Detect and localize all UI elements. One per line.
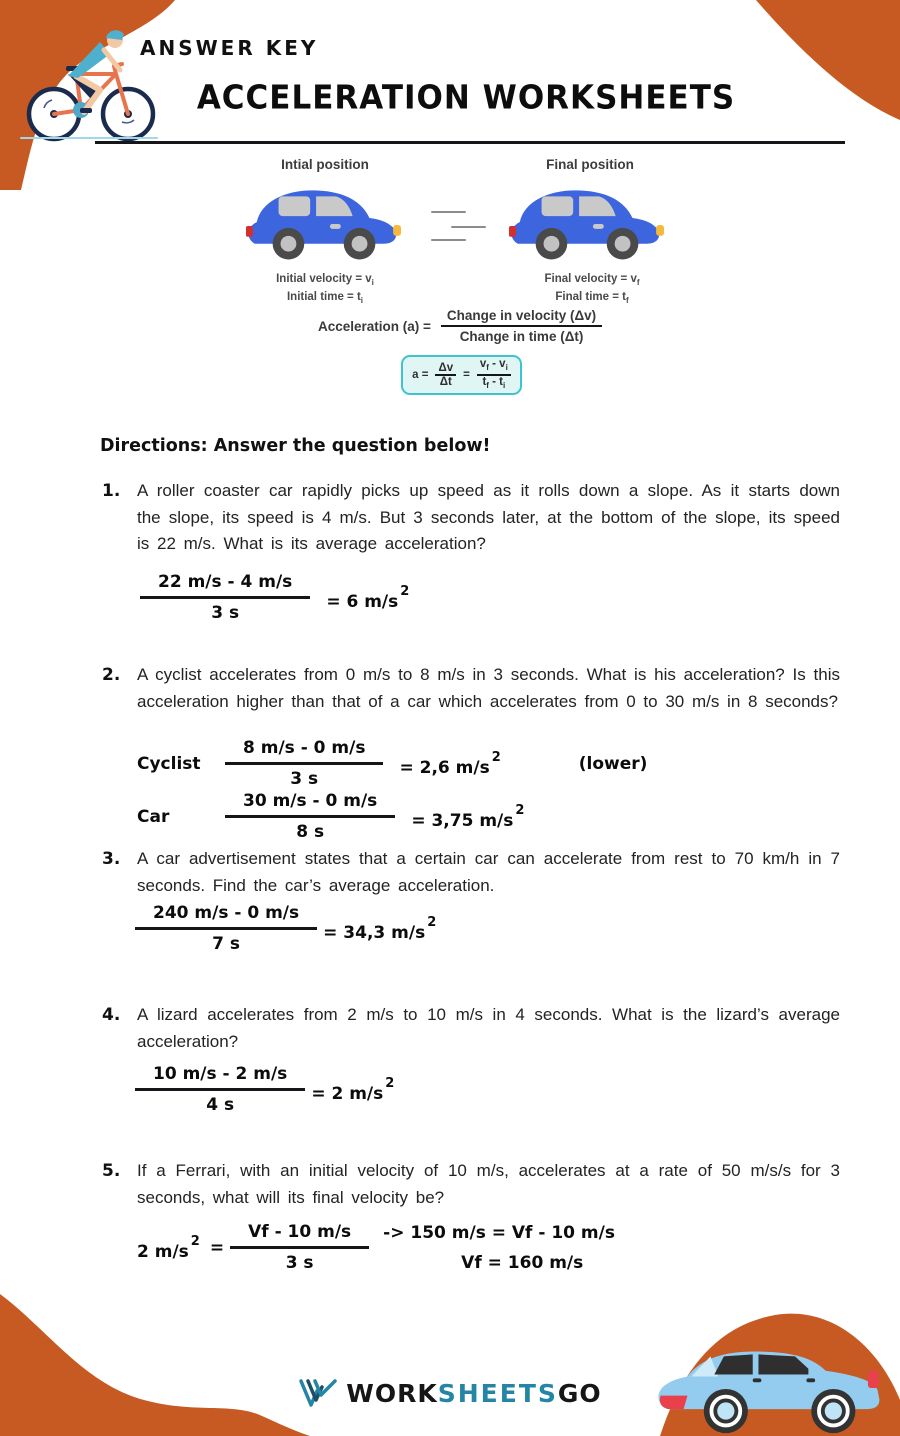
question-5-number: 5.	[102, 1161, 121, 1181]
formula-frac2-num	[477, 358, 511, 374]
answer-2-cyclist-label: Cyclist	[137, 753, 201, 774]
answer-5-equals: =	[209, 1237, 225, 1258]
answer-2-cyclist-fraction	[225, 738, 383, 789]
answer-3	[135, 903, 436, 954]
bike-ground-line	[20, 137, 158, 139]
tf-term: t	[482, 375, 487, 388]
answer-1-fraction	[140, 572, 310, 623]
answer-5-final: Vf = 160 m/s	[461, 1252, 584, 1273]
answer-2-car-exponent: 2	[515, 802, 525, 818]
answer-4-exponent: 2	[385, 1075, 395, 1091]
acceleration-eq-lhs: Acceleration (a) =	[318, 318, 431, 334]
vi-term: - v	[488, 358, 506, 371]
question-3-text: A car advertisement states that a certain car can accelerate from rest to 70 km/h in 7 seconds. Find the car’s average acceleration.	[137, 849, 840, 895]
logo-w-icon	[298, 1378, 338, 1408]
answer-key-label: ANSWER KEY	[140, 36, 319, 60]
answer-1-result	[326, 584, 409, 612]
formula-box	[401, 355, 522, 395]
answer-2-car-numerator: 30 m/s - 0 m/s	[243, 791, 378, 811]
acceleration-definition	[318, 306, 602, 346]
answer-5-denominator: 3 s	[285, 1253, 314, 1273]
worksheetsgo-logo	[0, 1378, 900, 1408]
final-position-label: Final position	[546, 157, 634, 172]
question-4-text: A lizard accelerates from 2 m/s to 10 m/s in 4 seconds. What is the lizard’s average acceleration?	[137, 1005, 840, 1051]
motion-line	[431, 211, 466, 213]
ti-sub: i	[503, 380, 506, 390]
acceleration-eq-numerator: Change in velocity (Δv)	[446, 308, 597, 323]
header-divider	[95, 141, 845, 144]
answer-2-cyclist-exponent: 2	[491, 749, 501, 765]
formula-frac-dv-dt	[435, 362, 456, 388]
answer-3-fraction	[135, 903, 317, 954]
answer-4-fraction	[135, 1064, 305, 1115]
question-2-number: 2.	[102, 665, 121, 685]
vi-sub: i	[505, 363, 508, 373]
logo-text-go: GO	[557, 1378, 602, 1408]
formula-frac1-den: Δt	[439, 375, 452, 388]
answer-3-result	[323, 915, 436, 943]
final-car-icon	[508, 178, 666, 264]
answer-2-car-result	[411, 803, 524, 831]
motion-line	[451, 226, 486, 228]
answer-5-lhs	[137, 1234, 200, 1262]
answer-2-cyclist-result	[399, 750, 500, 778]
logo-text-work: WORK	[346, 1378, 438, 1408]
answer-4-result	[311, 1076, 394, 1104]
formula-frac1-num: Δv	[438, 362, 454, 375]
vf-term: v	[479, 358, 487, 371]
answer-1-exponent: 2	[400, 583, 410, 599]
initial-car-caption	[225, 272, 425, 308]
ti-term: - t	[488, 375, 504, 388]
answer-2-car-label: Car	[137, 806, 170, 827]
answer-1	[140, 572, 409, 623]
answer-4	[135, 1064, 394, 1115]
initial-car-icon	[245, 178, 403, 264]
final-time-label: Final time = t	[555, 291, 626, 303]
answer-4-numerator: 10 m/s - 2 m/s	[153, 1064, 288, 1084]
answer-4-result-text: = 2 m/s	[311, 1083, 384, 1104]
page-title: ACCELERATION WORKSHEETS	[196, 79, 736, 117]
answer-2-cyclist-result-text: = 2,6 m/s	[399, 757, 490, 778]
answer-2-cyclist	[137, 738, 647, 789]
formula-frac2-den	[479, 376, 508, 392]
question-4-number: 4.	[102, 1005, 121, 1025]
vf-sub: f	[486, 363, 489, 373]
initial-time-label: Initial time = t	[286, 291, 361, 303]
motion-line	[431, 239, 466, 241]
question-3-number: 3.	[102, 849, 121, 869]
answer-5-steps	[383, 1223, 615, 1273]
answer-2-cyclist-numerator: 8 m/s - 0 m/s	[243, 738, 366, 758]
logo-text	[346, 1379, 601, 1408]
answer-5-fraction	[230, 1222, 369, 1273]
answer-4-denominator: 4 s	[206, 1095, 235, 1115]
answer-5-step-1: -> 150 m/s = Vf - 10 m/s	[383, 1222, 615, 1243]
question-2-text: A cyclist accelerates from 0 m/s to 8 m/s in 3 seconds. What is his acceleration? Is this acceleration higher than that of a car which accelerates from 0 to 30 m/s in 8 seconds?	[137, 665, 840, 711]
tf-sub: f	[486, 380, 489, 390]
directions-heading: Directions: Answer the question below!	[100, 436, 491, 456]
question-1-number: 1.	[102, 481, 121, 501]
answer-3-exponent: 2	[427, 914, 437, 930]
answer-2-note: (lower)	[578, 753, 648, 774]
acceleration-eq-denominator: Change in time (Δt)	[459, 329, 584, 344]
formula-equals: =	[463, 369, 470, 381]
formula-frac-vf-vi	[477, 358, 511, 392]
answer-2-car	[137, 791, 524, 842]
answer-3-denominator: 7 s	[212, 934, 240, 954]
answer-2-car-denominator: 8 s	[296, 822, 325, 842]
initial-velocity-label: Initial velocity = v	[276, 273, 372, 285]
question-5-text: If a Ferrari, with an initial velocity of 10 m/s, accelerates at a rate of 50 m/s/s for 3 seconds, what will its final velocity be?	[137, 1161, 840, 1207]
initial-position-label: Intial position	[281, 157, 369, 172]
answer-5-lhs-text: 2 m/s	[137, 1241, 189, 1262]
initial-time-sub: i	[360, 296, 364, 305]
answer-3-numerator: 240 m/s - 0 m/s	[153, 903, 300, 923]
final-car-caption	[492, 272, 692, 308]
answer-2-car-result-text: = 3,75 m/s	[411, 810, 514, 831]
answer-1-result-text: = 6 m/s	[326, 591, 399, 612]
logo-text-sheets: SHEETS	[437, 1378, 558, 1408]
answer-2-car-fraction	[225, 791, 395, 842]
answer-2-cyclist-denominator: 3 s	[290, 769, 319, 789]
acceleration-eq-fraction	[441, 306, 602, 346]
answer-3-result-text: = 34,3 m/s	[323, 922, 426, 943]
final-time-sub: f	[625, 296, 629, 305]
answer-5-lhs-exponent: 2	[190, 1233, 200, 1249]
answer-5-numerator: Vf - 10 m/s	[248, 1222, 352, 1242]
initial-velocity-sub: i	[371, 278, 374, 287]
answer-1-numerator: 22 m/s - 4 m/s	[158, 572, 293, 592]
corner-blob-bottom-left	[0, 1288, 310, 1436]
formula-lhs: a =	[412, 369, 429, 381]
final-velocity-sub: f	[636, 278, 640, 287]
answer-1-denominator: 3 s	[211, 603, 240, 623]
final-velocity-label: Final velocity = v	[544, 273, 637, 285]
question-1-text: A roller coaster car rapidly picks up speed as it rolls down a slope. As it starts down the slope, its speed is 4 m/s. But 3 seconds later, at the bottom of the slope, its speed is 22 m/s. What is its average acceleration?	[137, 481, 840, 553]
answer-5	[137, 1222, 615, 1273]
